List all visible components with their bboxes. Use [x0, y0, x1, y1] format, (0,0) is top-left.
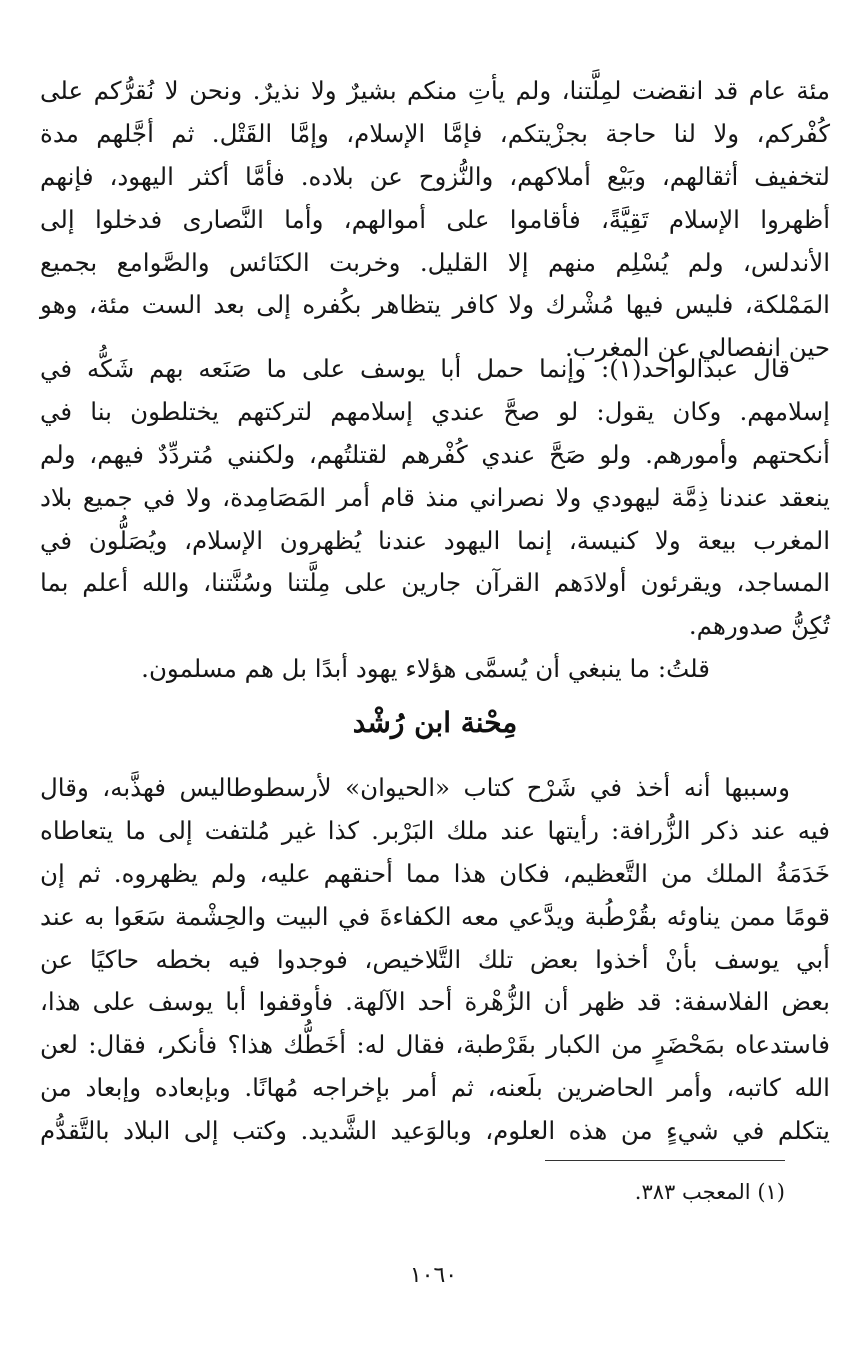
- text-line: وسببها أنه أخذ في شَرْح كتاب «الحيوان» لأرسطوطاليس فهذَّبه، وقال: [40, 773, 790, 802]
- text-line: خَدَمَةُ الملك من التَّعظيم، فكان هذا مما أحنقهم عليه، ولم يظهروه. ثم إن: [40, 858, 830, 888]
- text-line: المَمْلكة، فليس فيها مُشْرك ولا كافر يتظاهر بكُفره إلى بعد الست مئة، وهو: [40, 290, 830, 320]
- text-line: أظهروا الإسلام تَقِيَّةً، فأقاموا على أموالهم، وأما النَّصارى فدخلوا إلى: [40, 204, 830, 234]
- text-line: المغرب بيعة ولا كنيسة، إنما اليهود عندنا يُظهرون الإسلام، ويُصَلُّون في: [40, 525, 830, 555]
- text-line: أبي يوسف بأنْ أخذوا بعض تلك التَّلاخيص، فوجدوا فيه بخطه حاكيًا عن: [40, 944, 830, 974]
- author-comment: قلتُ: ما ينبغي أن يُسمَّى هؤلاء يهود أبدًا بل هم مسلمون.: [141, 654, 710, 684]
- text-line: فاستدعاه بمَحْضَرٍ من الكبار بقَرْطبة، فقال له: أخَطُّك هذا؟ فأنكر، فقال: لعن: [40, 1030, 830, 1060]
- text-line: مئة عام قد انقضت لمِلَّتنا، ولم يأتِ منكم بشيرٌ ولا نذيرٌ. ونحن لا نُقرُّكم على: [40, 76, 830, 105]
- text-line: لتخفيف أثقالهم، وبَيْع أملاكهم، والنُّزوح عن بلاده. فأمَّا أكثر اليهود، فإنهم: [40, 161, 830, 191]
- text-line: قومًا ممن يناوئه بقُرْطُبة ويدَّعي معه الكفاءةَ في البيت والحِشْمة سَعَوا به عند: [40, 901, 830, 931]
- text-line: بعض الفلاسفة: قد ظهر أن الزُّهْرة أحد الآلهة. فأوقفوا أبا يوسف على هذا،: [40, 987, 830, 1017]
- page-number: ١٠٦٠: [409, 1263, 458, 1288]
- text-line: ينعقد عندنا ذِمَّة ليهودي ولا نصراني منذ قام أمر المَصَامِدة، ولا في جميع بلاد: [40, 482, 830, 512]
- text-line: قال عبدالواحد(١): وإنما حمل أبا يوسف على ما صَنَعه بهم شَكُّه في: [40, 354, 790, 383]
- text-line: حين انفصالي عن المغرب.: [564, 333, 830, 363]
- text-line: فيه عند ذكر الزُّرافة: رأيتها عند ملك البَرْبر. كذا غير مُلتفت إلى ما يتعاطاه: [40, 815, 830, 845]
- paragraph-1: [40, 70, 830, 370]
- text-line: تُكِنُّ صدورهم.: [688, 611, 830, 641]
- section-heading: مِحْنة ابن رُشْد: [352, 706, 518, 739]
- text-line: يتكلم في شيءٍ من هذه العلوم، وبالوَعيد الشَّديد. وكتب إلى البلاد بالتَّقدُّم: [40, 1116, 830, 1146]
- text-line: الله كاتبه، وأمر الحاضرين بلَعنه، ثم أمر بإخراجه مُهانًا. وبإبعاده وإبعاد من: [40, 1073, 830, 1103]
- text-line: الأندلس، ولم يُسْلِم منهم إلا القليل. وخربت الكنَائس والصَّوامع بجميع: [40, 247, 830, 277]
- footnote-divider: [545, 1160, 785, 1161]
- text-line: أنكحتهم وأمورهم. ولو صَحَّ عندي كُفْرهم لقتلتُهم، ولكنني مُتردِّدٌ فيهم، ولم: [40, 439, 830, 469]
- text-line: المساجد، ويقرئون أولادَهم القرآن جارين على مِلَّتنا وسُنَّتنا، والله أعلم بما: [40, 568, 830, 598]
- text-line: كُفْركم، ولا لنا حاجة بجزْيتكم، فإمَّا الإسلام، وإمَّا القَتْل. ثم أجَّلهم مدة: [40, 118, 830, 148]
- paragraph-2: [40, 348, 830, 691]
- paragraph-3: [40, 767, 830, 1153]
- footnote: (١) المعجب ٣٨٣.: [634, 1180, 785, 1204]
- text-line: إسلامهم. وكان يقول: لو صحَّ عندي إسلامهم لتركتهم يختلطون بنا في: [40, 396, 830, 426]
